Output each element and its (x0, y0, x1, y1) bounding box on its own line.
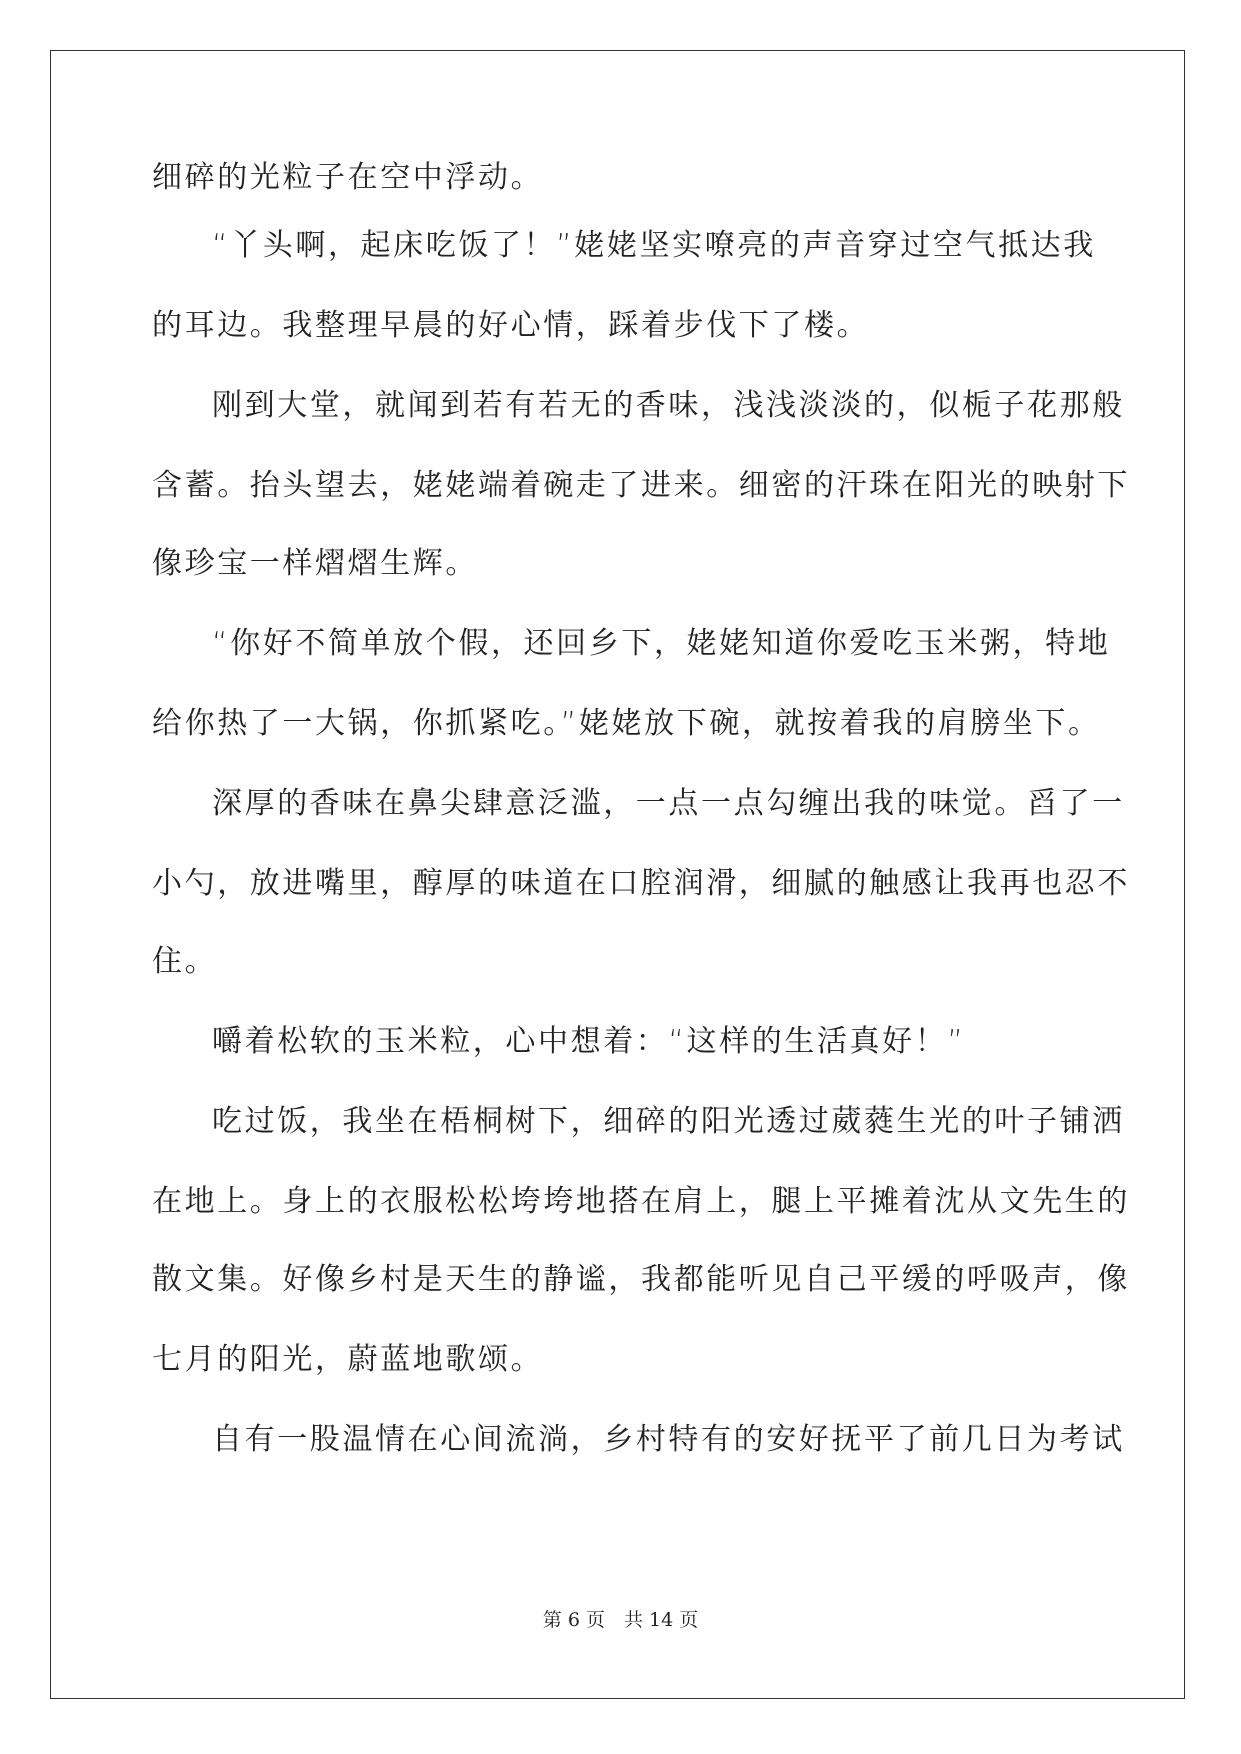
text-line: 散文集。好像乡村是天生的静谧，我都能听见自己平缓的呼吸声，像 (152, 1262, 1130, 1297)
text-line: 自有一股温情在心间流淌，乡村特有的安好抚平了前几日为考试 (212, 1422, 1125, 1457)
page-number: 第 6 页 共 14 页 (542, 1609, 699, 1631)
text-line: 吃过饭，我坐在梧桐树下，细碎的阳光透过葳蕤生光的叶子铺洒 (212, 1104, 1125, 1139)
text-line: 像珍宝一样熠熠生辉。 (152, 546, 478, 581)
text-line: “丫头啊，起床吃饭了！”姥姥坚实嘹亮的声音穿过空气抵达我 (212, 228, 1096, 263)
text-line: 七月的阳光，蔚蓝地歌颂。 (152, 1342, 544, 1377)
text-line: 小勺，放进嘴里，醇厚的味道在口腔润滑，细腻的触感让我再也忍不 (152, 866, 1130, 901)
text-line: 深厚的香味在鼻尖肆意泛滥，一点一点勾缠出我的味觉。舀了一 (212, 786, 1125, 821)
text-line: 含蓄。抬头望去，姥姥端着碗走了进来。细密的汗珠在阳光的映射下 (152, 468, 1130, 503)
text-line: 刚到大堂，就闻到若有若无的香味，浅浅淡淡的，似栀子花那般 (212, 388, 1125, 423)
text-line: 在地上。身上的衣服松松垮垮地搭在肩上，腿上平摊着沈从文先生的 (152, 1184, 1130, 1219)
text-line: 住。 (152, 944, 218, 979)
text-line: “你好不简单放个假，还回乡下，姥姥知道你爱吃玉米粥，特地 (212, 626, 1111, 661)
text-line: 嚼着松软的玉米粒，心中想着：“这样的生活真好！” (212, 1024, 966, 1059)
text-line: 细碎的光粒子在空中浮动。 (152, 160, 544, 195)
text-line: 的耳边。我整理早晨的好心情，踩着步伐下了楼。 (152, 308, 870, 343)
text-line: 给你热了一大锅，你抓紧吃。”姥姥放下碗，就按着我的肩膀坐下。 (152, 706, 1101, 741)
